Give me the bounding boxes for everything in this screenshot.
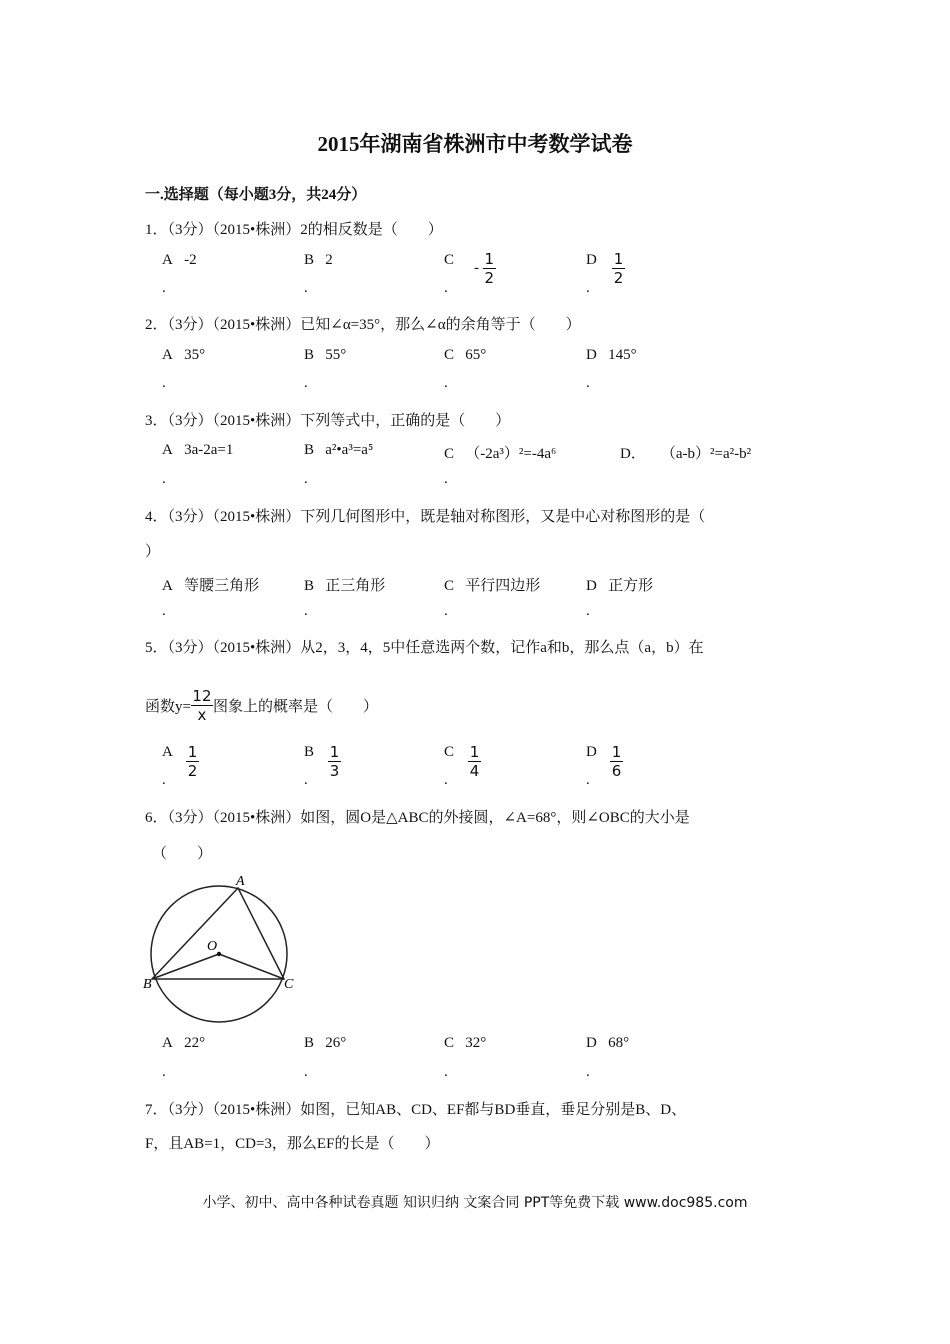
option-letter: B	[304, 347, 315, 363]
fraction-12-over-x	[191, 688, 213, 723]
q4-option-b	[304, 574, 385, 595]
q1-option-b	[304, 252, 333, 269]
page-title: 2015年湖南省株洲市中考数学试卷	[317, 132, 633, 156]
option-text: （a‐b）²=a²‐b²	[660, 446, 752, 462]
option-letter: B	[304, 442, 315, 458]
q4-stem: 4．（3分）（2015•株洲）下列几何图形中，既是轴对称图形，又是中心对称图形的是（	[145, 509, 706, 525]
option-letter: D．	[620, 446, 646, 462]
option-text: 65°	[465, 347, 487, 363]
option-text: 3a‐2a=1	[184, 442, 234, 458]
option-letter: A	[162, 442, 173, 458]
q5-stem: 5．（3分）（2015•株洲）从2，3，4，5中任意选两个数，记作a和b，那么点（a，b）在	[145, 640, 704, 656]
fraction	[186, 744, 199, 779]
option-dot: .	[586, 375, 590, 391]
q3-option-a	[162, 442, 233, 459]
q1-option-c-value	[474, 251, 496, 286]
denominator: 2	[613, 269, 624, 287]
triangle-abc	[152, 888, 284, 979]
label-b: B	[143, 977, 152, 992]
q1-stem: 1．（3分）（2015•株洲）2的相反数是（ ）	[145, 222, 443, 238]
option-dot: .	[304, 280, 308, 296]
option-dot: .	[586, 1064, 590, 1080]
q2-option-d	[586, 347, 637, 364]
q4-option-a	[162, 574, 259, 595]
option-letter: C	[444, 446, 455, 462]
q6-stem: 6．（3分）（2015•株洲）如图，圆O是△ABC的外接圆，∠A=68°，则∠OBC的大小是	[145, 810, 690, 826]
option-dot: .	[304, 1064, 308, 1080]
denominator: 2	[187, 762, 198, 780]
q5-option-d	[586, 744, 597, 761]
option-dot: .	[162, 471, 166, 487]
q5-option-a-value	[186, 744, 199, 779]
option-text: 26°	[325, 1035, 347, 1051]
option-dot: .	[304, 471, 308, 487]
fraction	[483, 251, 496, 286]
option-letter: B	[304, 1035, 315, 1051]
numerator: 1	[611, 743, 622, 761]
minus-sign: ‐	[474, 260, 479, 276]
q1-option-a	[162, 252, 197, 269]
q6-option-d	[586, 1035, 629, 1052]
q3-stem: 3．（3分）（2015•株洲）下列等式中，正确的是（ ）	[145, 413, 511, 429]
q2-stem: 2．（3分）（2015•株洲）已知∠α=35°，那么∠α的余角等于（ ）	[145, 317, 581, 333]
q4-option-d	[586, 574, 653, 595]
numerator: 1	[329, 743, 340, 761]
option-letter: A	[162, 1035, 173, 1051]
option-dot: .	[162, 772, 166, 788]
option-text: （‐2a³）²=‐4a⁶	[465, 446, 557, 462]
option-letter: C	[444, 347, 455, 363]
q7-stem-continued: F，且AB=1，CD=3，那么EF的长是（ ）	[145, 1136, 440, 1152]
fraction	[468, 744, 481, 779]
label-o: O	[207, 939, 218, 954]
option-letter: A	[162, 252, 173, 268]
option-letter: B	[304, 578, 315, 594]
q3-option-b	[304, 442, 373, 459]
numerator: 1	[187, 743, 198, 761]
q1-option-d	[586, 252, 597, 269]
option-letter: A	[162, 347, 173, 363]
option-dot: .	[586, 772, 590, 788]
denominator: 6	[611, 762, 622, 780]
option-dot: .	[304, 375, 308, 391]
circle-triangle-figure	[138, 868, 308, 1028]
q1-option-d-value	[612, 251, 625, 286]
option-letter: A	[162, 578, 173, 594]
q3-option-c	[444, 442, 556, 463]
q6-option-c	[444, 1035, 486, 1052]
option-text: 68°	[608, 1035, 630, 1051]
option-letter: C	[444, 744, 455, 760]
q2-option-b	[304, 347, 346, 364]
q7-stem: 7．（3分）（2015•株洲）如图，已知AB、CD、EF都与BD垂直，垂足分别是B、D、	[145, 1102, 687, 1118]
option-dot: .	[586, 280, 590, 296]
stem-text: 图象上的概率是（ ）	[212, 699, 378, 715]
option-letter: C	[444, 1035, 455, 1051]
option-text: 145°	[608, 347, 637, 363]
option-letter: B	[304, 744, 315, 760]
option-text: 等腰三角形	[184, 578, 260, 594]
q5-option-b	[304, 744, 314, 761]
option-dot: .	[162, 280, 166, 296]
q5-option-c-value	[468, 744, 481, 779]
option-dot: .	[444, 375, 448, 391]
q4-stem-continued: ）	[145, 544, 161, 560]
option-text: 正三角形	[325, 578, 386, 594]
stem-text: 函数y=	[145, 699, 191, 715]
q2-option-a	[162, 347, 205, 364]
option-letter: C	[444, 252, 455, 268]
q2-option-c	[444, 347, 486, 364]
option-letter: B	[304, 252, 315, 268]
option-dot: .	[444, 1064, 448, 1080]
option-dot: .	[304, 772, 308, 788]
option-letter: A	[162, 744, 173, 760]
option-text: 22°	[184, 1035, 206, 1051]
option-letter: D	[586, 744, 597, 760]
option-text: 35°	[184, 347, 206, 363]
option-text: ‐2	[184, 252, 197, 268]
denominator: x	[197, 706, 207, 724]
option-text: 32°	[465, 1035, 487, 1051]
option-dot: .	[444, 471, 448, 487]
numerator: 12	[192, 687, 212, 705]
q5-stem-continued	[145, 688, 378, 723]
option-text: a²•a³=a⁵	[325, 442, 374, 458]
option-text: 55°	[325, 347, 347, 363]
q5-option-b-value	[328, 744, 341, 779]
option-dot: .	[162, 375, 166, 391]
option-dot: .	[586, 603, 590, 619]
option-dot: .	[162, 1064, 166, 1080]
q4-option-c	[444, 574, 540, 595]
option-dot: .	[304, 603, 308, 619]
denominator: 4	[469, 762, 480, 780]
page-footer: 小学、初中、高中各种试卷真题 知识归纳 文案合同 PPT等免费下载 www.doc985.com	[202, 1195, 748, 1211]
q6-option-b	[304, 1035, 346, 1052]
option-dot: .	[162, 603, 166, 619]
numerator: 1	[613, 250, 624, 268]
denominator: 3	[329, 762, 340, 780]
numerator: 1	[484, 250, 495, 268]
denominator: 2	[484, 269, 495, 287]
segment-ob	[152, 954, 219, 979]
option-letter: D	[586, 578, 597, 594]
q5-option-d-value	[610, 744, 623, 779]
option-letter: D	[586, 347, 597, 363]
section-heading: 一.选择题（每小题3分，共24分）	[145, 187, 367, 203]
segment-oc	[219, 954, 284, 979]
fraction	[328, 744, 341, 779]
q5-option-a	[162, 744, 173, 761]
option-letter: C	[444, 578, 455, 594]
fraction	[610, 744, 623, 779]
center-point-o	[217, 952, 221, 956]
option-dot: .	[444, 772, 448, 788]
numerator: 1	[469, 743, 480, 761]
fraction	[612, 251, 625, 286]
q5-option-c	[444, 744, 454, 761]
label-c: C	[284, 977, 294, 992]
option-dot: .	[444, 280, 448, 296]
option-letter: D	[586, 1035, 597, 1051]
q1-option-c	[444, 252, 454, 269]
option-dot: .	[444, 603, 448, 619]
option-text: 平行四边形	[465, 578, 541, 594]
q6-option-a	[162, 1035, 205, 1052]
option-text: 2	[325, 252, 333, 268]
option-letter: D	[586, 252, 597, 268]
option-text: 正方形	[608, 578, 654, 594]
q3-option-d	[620, 442, 751, 463]
q6-stem-continued: （ ）	[152, 846, 213, 862]
label-a: A	[236, 874, 245, 889]
